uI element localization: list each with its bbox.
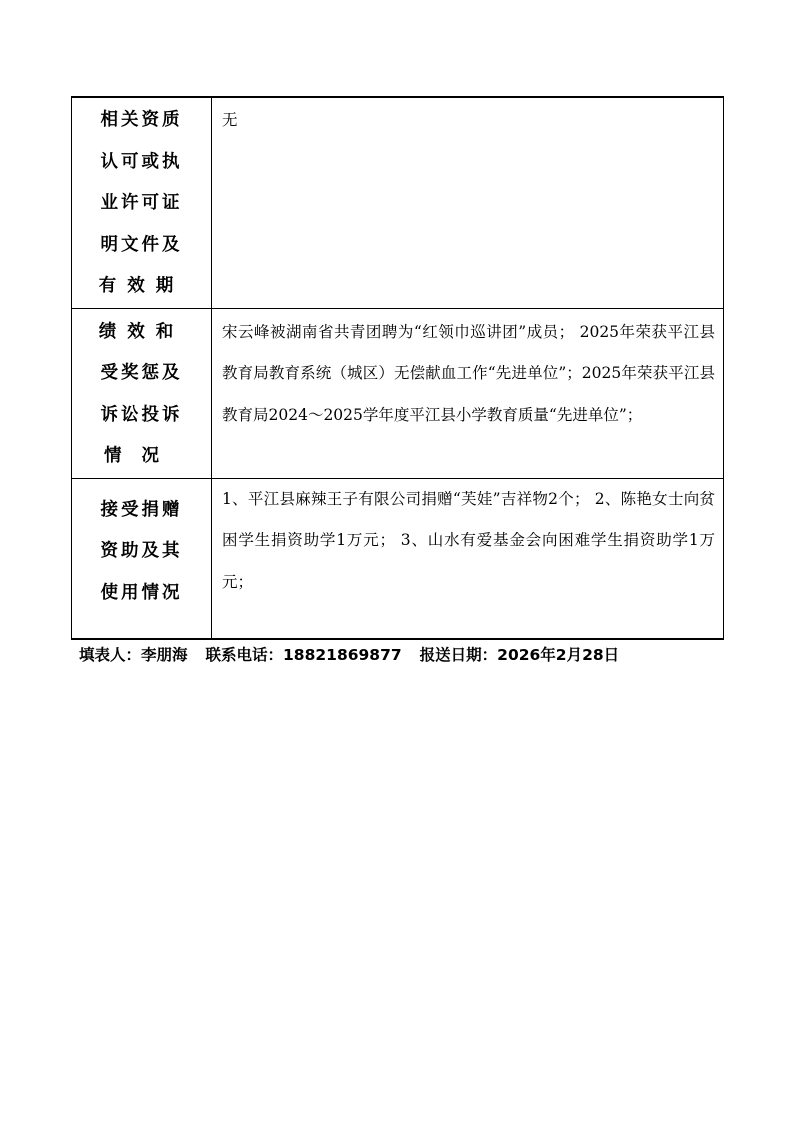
label-line: 相关资质 <box>100 110 183 130</box>
filler-name: 填表人：李朋海 <box>79 646 188 664</box>
performance-content: 宋云峰被湖南省共青团聘为“红领巾巡讲团”成员； 2025年荣获平江县教育局教育系统（城区）无偿献血工作“先进单位”；2025年荣获平江县教育局2024～2025学年度平江县小学教育质量“先进单位”； <box>222 322 715 424</box>
report-table <box>71 96 724 640</box>
report-date: 报送日期：2026年2月28日 <box>419 646 620 664</box>
label-line: 业许可证 <box>100 193 183 213</box>
table-row-performance <box>72 308 724 478</box>
content-cell-donation <box>212 478 724 639</box>
label-cell-qualification <box>72 97 212 308</box>
label-line: 资助及其 <box>100 541 183 561</box>
label-line: 认可或执 <box>100 151 183 172</box>
donation-content: 1、平江县麻辣王子有限公司捐赠“芙娃”吉祥物2个； 2、陈艳女士向贫困学生捐资助学1万元； 3、山水有爱基金会向困难学生捐资助学1万元； <box>222 489 715 591</box>
label-cell-performance <box>72 308 212 478</box>
label-line: 明文件及 <box>100 234 183 255</box>
label-line: 绩效和 <box>98 321 185 342</box>
contact-phone: 联系电话：18821869877 <box>205 646 402 664</box>
label-line: 接受捐赠 <box>100 499 183 520</box>
form-footer <box>79 640 619 670</box>
table-row-donation <box>72 478 724 639</box>
qualification-content: 无 <box>222 111 238 129</box>
content-cell-performance <box>212 308 724 478</box>
table-row-qualification <box>72 97 724 308</box>
label-line: 诉讼投诉 <box>100 404 183 425</box>
label-line: 受奖惩及 <box>100 363 183 383</box>
label-cell-donation <box>72 478 212 639</box>
label-line: 有效期 <box>98 276 185 296</box>
label-line: 使用情况 <box>100 582 183 603</box>
label-line: 情况 <box>104 446 179 466</box>
content-cell-qualification <box>212 97 724 308</box>
